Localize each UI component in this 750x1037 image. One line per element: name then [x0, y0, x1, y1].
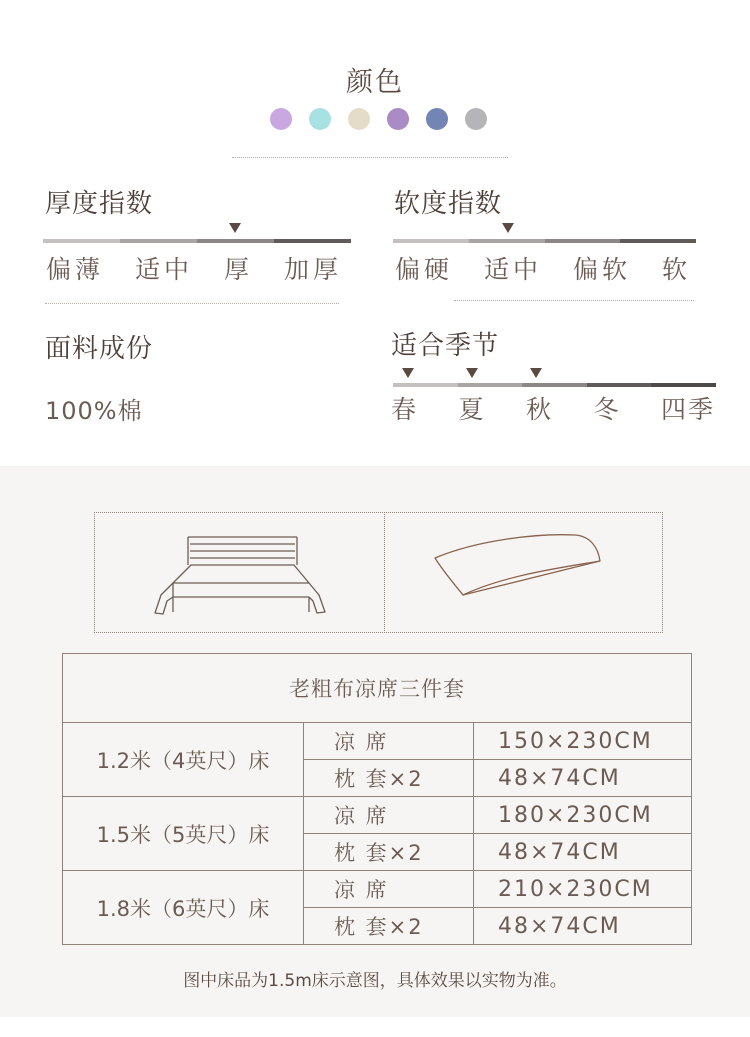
dimension-cell: 48×74CM [474, 760, 692, 797]
item-cell: 枕 套×2 [304, 834, 474, 871]
scale-segment [545, 239, 621, 243]
swatch-purple[interactable] [387, 108, 409, 130]
swatch-gray[interactable] [465, 108, 487, 130]
season-label: 春 [391, 395, 419, 424]
scale-segment [620, 239, 696, 243]
scale-segment [197, 239, 274, 243]
scale-segment [393, 239, 469, 243]
thickness-markers [43, 220, 351, 234]
scale-segment [587, 383, 652, 387]
scale-segment [469, 239, 545, 243]
swatch-beige[interactable] [348, 108, 370, 130]
divider [45, 303, 339, 304]
softness-label: 偏软 [572, 255, 631, 284]
softness-label: 偏硬 [395, 255, 454, 284]
season-marker [530, 368, 542, 378]
softness-markers [393, 220, 696, 234]
swatch-lavender[interactable] [270, 108, 292, 130]
dimension-cell: 210×230CM [474, 871, 692, 908]
spec-table [62, 653, 692, 945]
season-label: 秋 [525, 395, 553, 424]
material-title: 面料成份 [45, 334, 154, 364]
dimension-cell: 180×230CM [474, 797, 692, 834]
thickness-label: 偏薄 [46, 255, 105, 284]
table-row [63, 723, 692, 760]
season-label: 四季 [660, 395, 715, 424]
dimension-cell: 48×74CM [474, 908, 692, 945]
season-label: 冬 [593, 395, 621, 424]
bed-icon [95, 513, 384, 632]
divider [232, 157, 508, 158]
item-cell: 凉 席 [304, 723, 474, 760]
swatch-aqua[interactable] [309, 108, 331, 130]
pillow-illustration-box [384, 512, 663, 633]
size-cell: 1.2米（4英尺）床 [63, 723, 304, 797]
footnote: 图中床品为1.5m床示意图，具体效果以实物为准。 [183, 971, 567, 991]
season-title: 适合季节 [391, 331, 500, 361]
divider [454, 300, 694, 301]
material-value: 100%棉 [45, 397, 143, 425]
item-cell: 枕 套×2 [304, 908, 474, 945]
softness-marker [502, 223, 514, 233]
scale-segment [651, 383, 716, 387]
season-scale-bar [393, 383, 716, 387]
thickness-labels [46, 250, 342, 286]
scale-segment [522, 383, 587, 387]
scale-segment [458, 383, 523, 387]
softness-label: 软 [661, 255, 691, 284]
swatch-slate-blue[interactable] [426, 108, 448, 130]
size-cell: 1.5米（5英尺）床 [63, 797, 304, 871]
thickness-label: 适中 [134, 255, 193, 284]
spec-table-title: 老粗布凉席三件套 [63, 654, 692, 723]
color-title: 颜色 [346, 67, 404, 98]
season-marker [466, 368, 478, 378]
season-labels [391, 390, 715, 426]
thickness-marker [229, 223, 241, 233]
season-markers [393, 365, 716, 379]
item-cell: 枕 套×2 [304, 760, 474, 797]
season-label: 夏 [458, 395, 486, 424]
item-cell: 凉 席 [304, 797, 474, 834]
dimension-cell: 150×230CM [474, 723, 692, 760]
pillow-icon [385, 513, 662, 632]
thickness-title: 厚度指数 [45, 189, 154, 219]
scale-segment [120, 239, 197, 243]
thickness-scale-bar [43, 239, 351, 243]
size-cell: 1.8米（6英尺）床 [63, 871, 304, 945]
item-cell: 凉 席 [304, 871, 474, 908]
table-row [63, 797, 692, 834]
scale-segment [43, 239, 120, 243]
bed-illustration-box [94, 512, 385, 633]
softness-scale-bar [393, 239, 696, 243]
scale-segment [274, 239, 351, 243]
table-row [63, 871, 692, 908]
season-marker [402, 368, 414, 378]
thickness-label: 厚 [223, 255, 253, 284]
dimension-cell: 48×74CM [474, 834, 692, 871]
color-swatches [270, 108, 487, 130]
softness-title: 软度指数 [394, 189, 503, 219]
scale-segment [393, 383, 458, 387]
thickness-label: 加厚 [283, 255, 342, 284]
softness-labels [395, 250, 691, 286]
softness-label: 适中 [483, 255, 542, 284]
